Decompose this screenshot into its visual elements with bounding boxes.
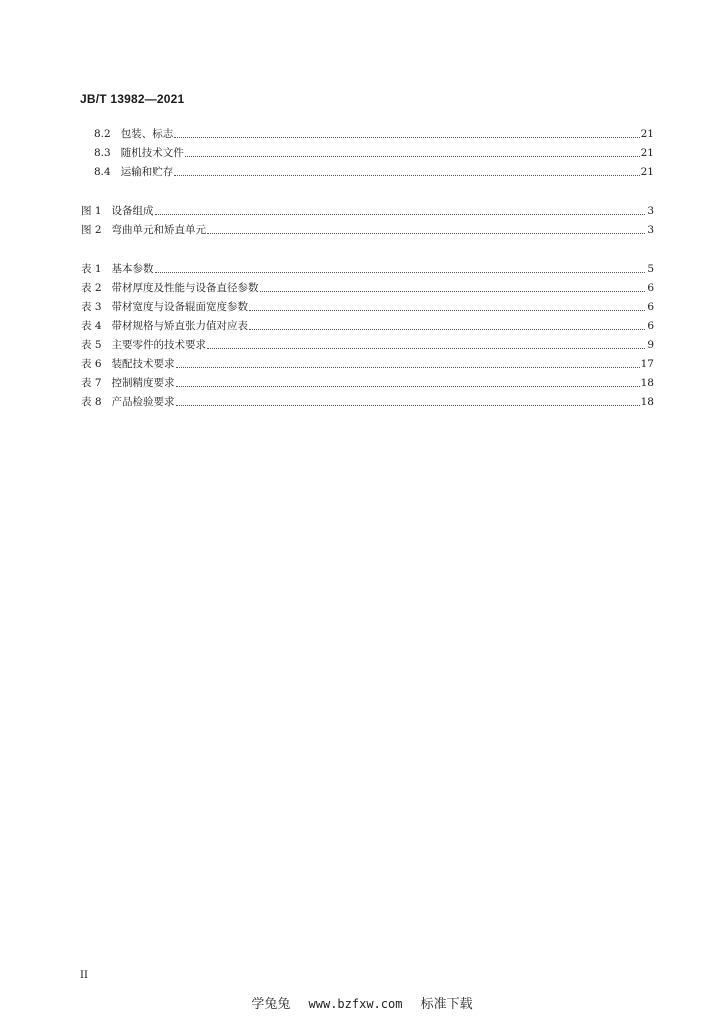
toc-table-row[interactable]: [81, 281, 654, 295]
toc-page: 6: [647, 282, 654, 294]
toc-page: 21: [640, 128, 654, 140]
dot-leader: [174, 175, 639, 176]
page-number: II: [80, 970, 88, 981]
dot-leader: [176, 405, 640, 406]
toc-number: 表 2: [81, 282, 102, 294]
toc-title: 弯曲单元和矫直单元: [111, 224, 207, 236]
toc-number: 表 7: [81, 377, 102, 389]
toc-figure-row[interactable]: [81, 223, 654, 237]
dot-leader: [249, 310, 645, 311]
toc-title: 带材规格与矫直张力值对应表: [111, 320, 249, 332]
toc-table-row[interactable]: [81, 300, 654, 314]
dot-leader: [174, 137, 639, 138]
toc-page: 5: [647, 263, 654, 275]
standard-code: JB/T 13982—2021: [80, 92, 185, 106]
toc-page: 21: [640, 166, 654, 178]
toc-page: 21: [640, 147, 654, 159]
toc-number: 8.2: [94, 128, 111, 140]
toc-title: 包装、标志: [120, 128, 174, 140]
dot-leader: [155, 214, 645, 215]
toc-number: 表 3: [81, 301, 102, 313]
toc-title: 装配技术要求: [111, 358, 175, 370]
toc-page: 18: [640, 396, 654, 408]
toc-table-row[interactable]: [81, 319, 654, 333]
toc-section-row[interactable]: [94, 165, 654, 179]
toc-title: 带材厚度及性能与设备直径参数: [111, 282, 259, 294]
toc-number: 8.4: [94, 166, 111, 178]
toc-title: 控制精度要求: [111, 377, 175, 389]
toc-table-row[interactable]: [81, 395, 654, 409]
dot-leader: [260, 291, 645, 292]
footer-url-link[interactable]: www.bzfxw.com: [308, 997, 403, 1011]
toc-number: 图 2: [81, 224, 102, 236]
dot-leader: [176, 367, 640, 368]
dot-leader: [249, 329, 645, 330]
toc-number: 表 8: [81, 396, 102, 408]
toc-table-row[interactable]: [81, 262, 654, 276]
toc-number: 表 6: [81, 358, 102, 370]
toc-page: 3: [647, 224, 654, 236]
toc-page: 6: [647, 301, 654, 313]
toc-title: 产品检验要求: [111, 396, 175, 408]
toc-page: 9: [647, 339, 654, 351]
dot-leader: [207, 348, 645, 349]
toc-number: 表 4: [81, 320, 102, 332]
toc-table-row[interactable]: [81, 376, 654, 390]
toc-number: 图 1: [81, 205, 102, 217]
toc-page: 3: [647, 205, 654, 217]
dot-leader: [176, 386, 640, 387]
toc-title: 基本参数: [111, 263, 154, 275]
footer-slogan: 标准下载: [420, 997, 473, 1012]
toc-title: 设备组成: [111, 205, 154, 217]
toc-number: 8.3: [94, 147, 111, 159]
toc-figure-row[interactable]: [81, 204, 654, 218]
toc-table-row[interactable]: [81, 338, 654, 352]
toc-number: 表 1: [81, 263, 102, 275]
toc-page: 18: [640, 377, 654, 389]
footer-site-name: 学兔兔: [251, 997, 291, 1012]
dot-leader: [207, 233, 645, 234]
toc-title: 运输和贮存: [120, 166, 174, 178]
dot-leader: [185, 156, 640, 157]
toc-number: 表 5: [81, 339, 102, 351]
toc-title: 带材宽度与设备辊面宽度参数: [111, 301, 249, 313]
footer-watermark: [0, 993, 724, 1012]
toc-title: 随机技术文件: [120, 147, 184, 159]
toc-page: 17: [640, 358, 654, 370]
toc-section-row[interactable]: [94, 127, 654, 141]
toc-table-row[interactable]: [81, 357, 654, 371]
dot-leader: [155, 272, 645, 273]
toc-section-row[interactable]: [94, 146, 654, 160]
toc-page: 6: [647, 320, 654, 332]
toc-title: 主要零件的技术要求: [111, 339, 207, 351]
